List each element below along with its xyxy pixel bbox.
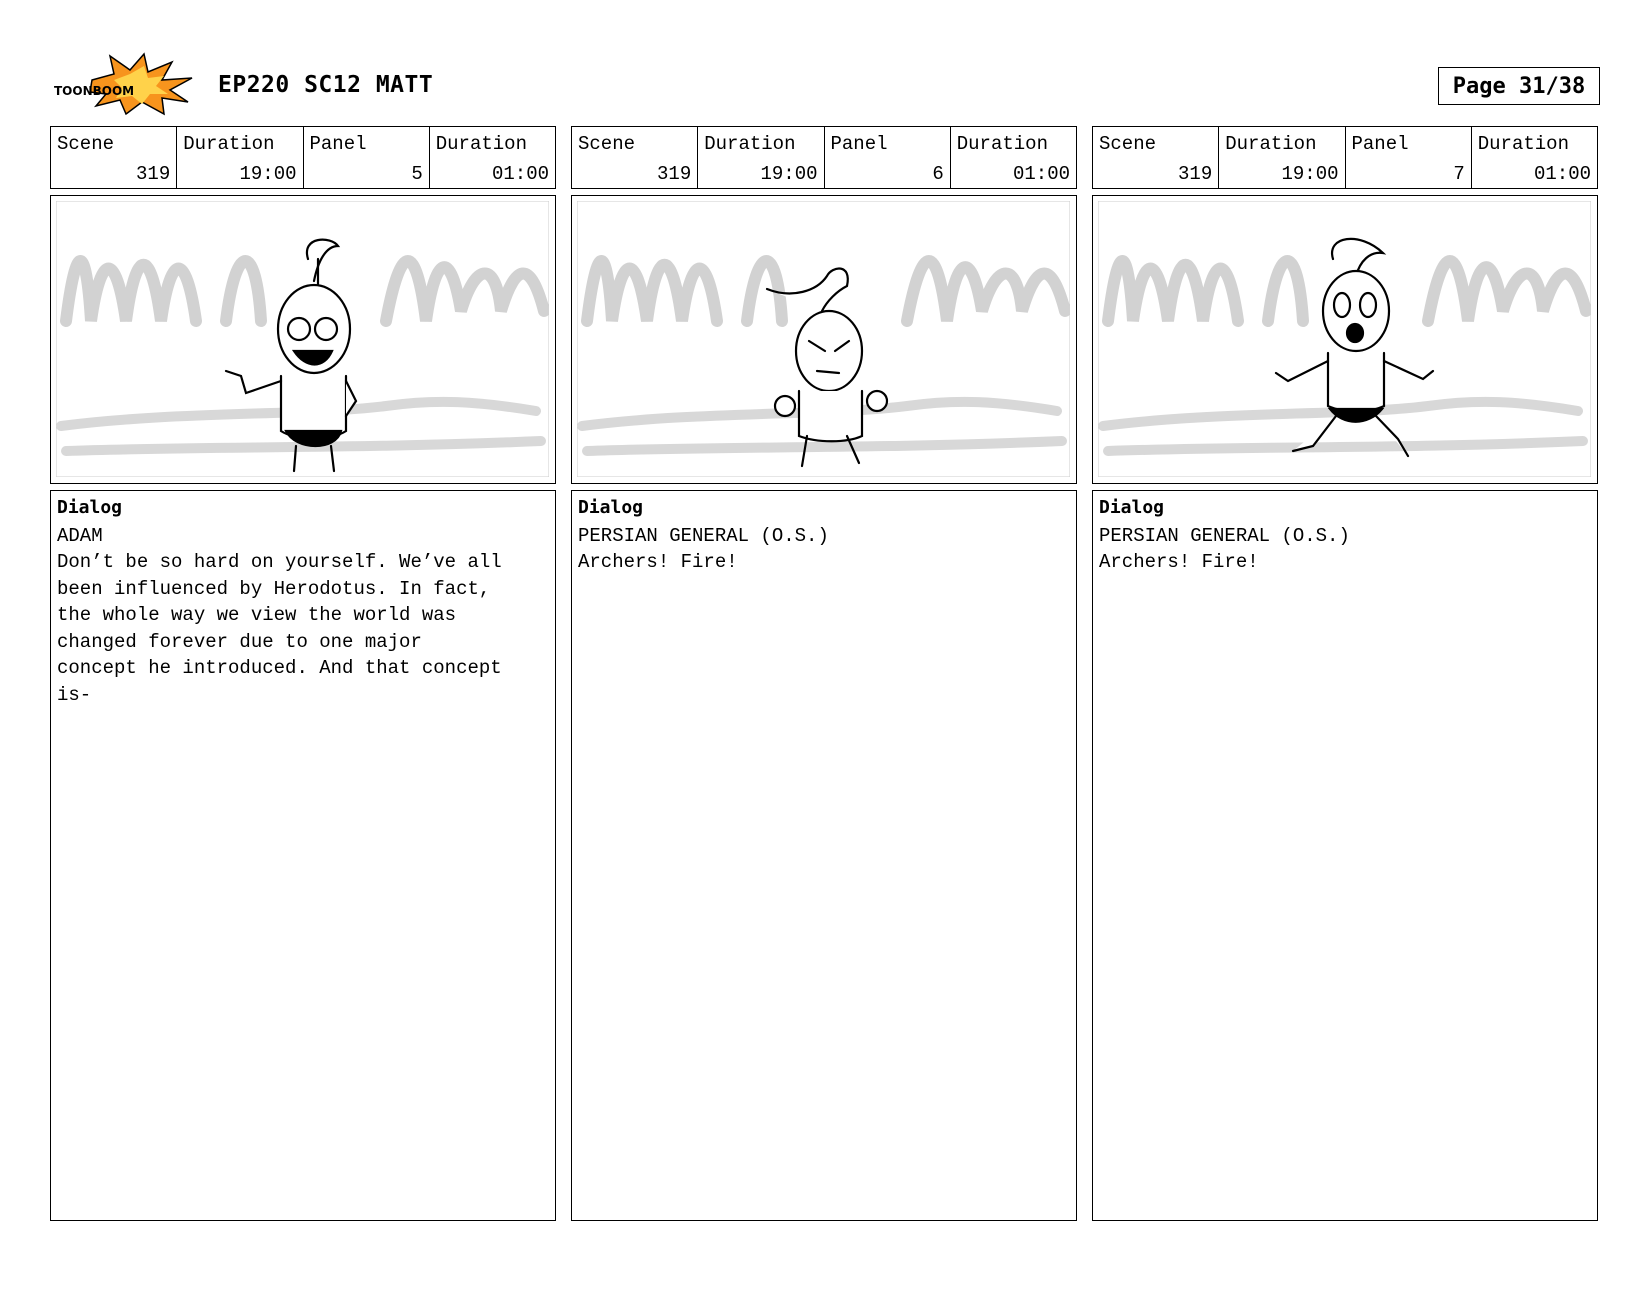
sketch-image [577, 201, 1070, 477]
scene-duration-cell [697, 127, 823, 188]
dialog-label: Dialog [578, 497, 644, 518]
page-number: Page 31/38 [1438, 67, 1600, 105]
duration-label: Duration [956, 133, 1048, 155]
panel-label: Panel [830, 133, 888, 155]
dialog-box [571, 490, 1077, 1221]
panel-cell [303, 127, 429, 188]
panel-number: 5 [411, 163, 423, 185]
panel-info-bar [571, 126, 1077, 189]
svg-text:TOONBOOM: TOONBOOM [54, 84, 135, 98]
panel-cell [1345, 127, 1471, 188]
storyboard-panel-5 [50, 126, 556, 1221]
duration-label: Duration [435, 133, 527, 155]
panel-duration-cell [1471, 127, 1597, 188]
dialog-box [50, 490, 556, 1221]
sketch-frame [50, 195, 556, 484]
scene-cell [572, 127, 697, 188]
dialog-line: Don’t be so hard on yourself. We’ve all [57, 551, 502, 573]
duration-label: Duration [1477, 133, 1569, 155]
sketch-image [56, 201, 549, 477]
sketch-frame [1092, 195, 1598, 484]
scene-duration-cell [176, 127, 302, 188]
scene-cell [51, 127, 176, 188]
scene-number: 319 [136, 163, 171, 185]
storyboard-panel-6 [571, 126, 1077, 1221]
dialog-line: changed forever due to one major [57, 630, 422, 653]
panel-duration: 01:00 [491, 163, 549, 185]
duration-label: Duration [1225, 133, 1317, 155]
scene-label: Scene [57, 133, 115, 155]
duration-label: Duration [704, 133, 796, 155]
panel-cell [824, 127, 950, 188]
speaker-name: ADAM [57, 525, 103, 547]
dialog-line: is- [57, 683, 92, 706]
scene-duration-cell [1218, 127, 1344, 188]
duration-label: Duration [183, 133, 275, 155]
dialog-line: Archers! Fire! [578, 551, 738, 573]
panel-number: 6 [932, 163, 944, 185]
dialog-line: concept he introduced. And that concept [57, 657, 502, 679]
speaker-name: PERSIAN GENERAL (O.S.) [1099, 525, 1350, 547]
panel-duration: 01:00 [1533, 163, 1591, 185]
speaker-name: PERSIAN GENERAL (O.S.) [578, 525, 829, 547]
panel-number: 7 [1453, 163, 1465, 185]
scene-number: 319 [657, 163, 692, 185]
scene-duration: 19:00 [1281, 163, 1339, 185]
dialog-box [1092, 490, 1598, 1221]
toonboom-logo [52, 52, 198, 116]
scene-label: Scene [1099, 133, 1157, 155]
scene-duration: 19:00 [760, 163, 818, 185]
dialog-line: the whole way we view the world was [57, 604, 457, 626]
scene-duration: 19:00 [239, 163, 297, 185]
dialog-line: Archers! Fire! [1099, 551, 1259, 573]
dialog-label: Dialog [1099, 497, 1165, 518]
dialog-line: been influenced by Herodotus. In fact, [57, 577, 491, 600]
sketch-image [1098, 201, 1591, 477]
scene-cell [1093, 127, 1218, 188]
panel-duration: 01:00 [1012, 163, 1070, 185]
panel-duration-cell [429, 127, 555, 188]
scene-number: 319 [1178, 163, 1213, 185]
document-title: EP220 SC12 MATT [218, 72, 434, 98]
panel-label: Panel [1351, 133, 1409, 155]
panel-info-bar [1092, 126, 1598, 189]
panel-info-bar [50, 126, 556, 189]
storyboard-panel-7 [1092, 126, 1598, 1221]
panel-label: Panel [309, 133, 367, 155]
sketch-frame [571, 195, 1077, 484]
dialog-label: Dialog [57, 497, 123, 518]
scene-label: Scene [578, 133, 636, 155]
panel-duration-cell [950, 127, 1076, 188]
